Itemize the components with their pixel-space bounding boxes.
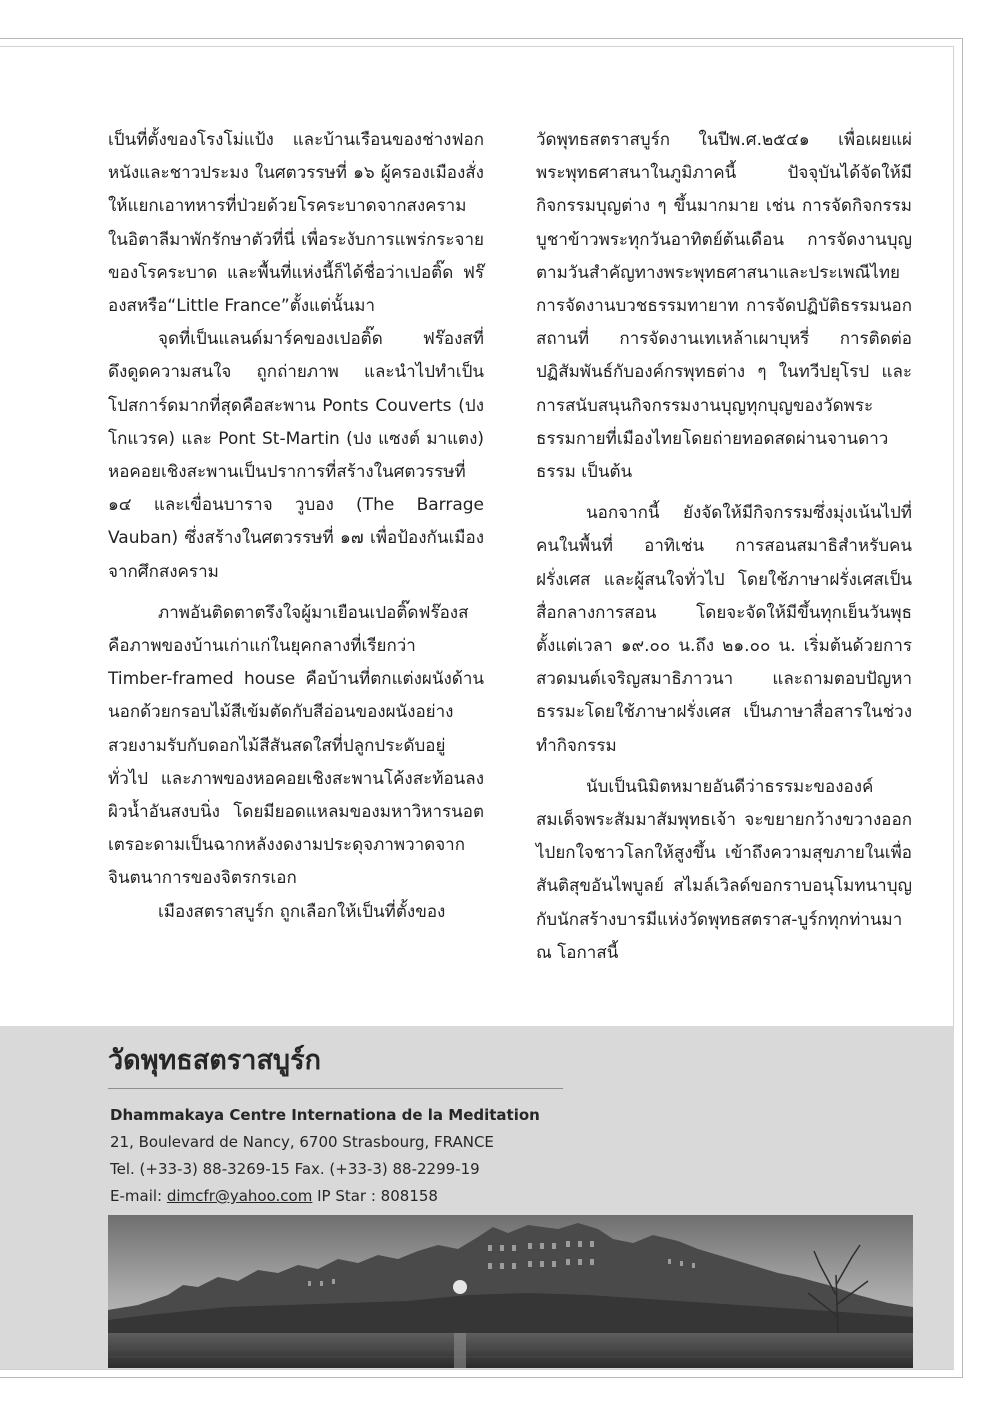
panorama-illustration xyxy=(108,1215,913,1368)
paragraph-right-1: วัดพุทธสตราสบูร์ก ในปีพ.ศ.๒๕๔๑ เพื่อเผยแผ่พระพุทธศาสนาในภูมิภาคนี้ ปัจจุบันได้จัดให้มีกิจกรรมบุญต่าง ๆ ขึ้นมากมาย เช่น การจัดกิจกรรมบูชาข้าวพระทุกวันอาทิตย์ต้นเดือน การจัดงานบุญตามวันสำคัญทางพระพุทธศาสนาและประเพณีไทย การจัดงานบวชธรรมทายาท การจัดปฏิบัติธรรมนอกสถานที่ การจัดงานเทเหล้าเผาบุหรี่ การติดต่อปฏิสัมพันธ์กับองค์กรพุทธต่าง ๆ ในทวีปยุโรป และการสนับสนุนกิจกรรมงานบุญทุกบุญของวัดพระธรรมกายที่เมืองไทยโดยถ่ายทอดสดผ่านจานดาวธรรม เป็นต้น xyxy=(536,130,912,483)
article-column-right xyxy=(536,124,912,970)
paragraph-left-3: ภาพอันติดตาตรึงใจผู้มาเยือนเปอติ๊ดฟร๊องส คือภาพของบ้านเก่าแก่ในยุคกลางที่เรียกว่า Timber-framed house คือบ้านที่ตกแต่งผนังด้านนอกด้วยกรอบไม้สีเข้มตัดกับสีอ่อนของผนังอย่างสวยงามรับกับดอกไม้สีสันสดใสที่ปลูกประดับอยู่ทั่วไป และภาพของหอคอยเชิงสะพานโค้งสะท้อนลงผิวน้ำอันสงบนิ่ง โดยมียอดแหลมของมหาวิหารนอตเตรอะดามเป็นฉากหลังงดงามประดุจภาพวาดจากจินตนาการของจิตรกรเอก xyxy=(108,602,484,889)
phone-fax-line: Tel. (+33-3) 88-3269-15 Fax. (+33-3) 88-2299-19 xyxy=(110,1160,480,1178)
paragraph-left-2: จุดที่เป็นแลนด์มาร์คของเปอติ๊ด ฟร๊องสที่ดึงดูดความสนใจ ถูกถ่ายภาพ และนำไปทำเป็นโปสการ์ดมากที่สุดคือสะพาน Ponts Couverts (ปงโกแวรค) และ Pont St-Martin (ปง แซงต์ มาแตง) หอคอยเชิงสะพานเป็นปราการที่สร้างในศตวรรษที่ ๑๔ และเขื่อนบาราจ วูบอง (The Barrage Vauban) ซึ่งสร้างในศตวรรษที่ ๑๗ เพื่อป้องกันเมืองจากศึกสงคราม xyxy=(108,329,484,582)
strasbourg-panorama-photo xyxy=(108,1215,913,1368)
paragraph-right-2: นอกจากนี้ ยังจัดให้มีกิจกรรมซึ่งมุ่งเน้นไปที่คนในพื้นที่ อาทิเช่น การสอนสมาธิสำหรับคนฝรั่งเศส และผู้สนใจทั่วไป โดยใช้ภาษาฝรั่งเศสเป็นสื่อกลางการสอน โดยจะจัดให้มีขึ้นทุกเย็นวันพุธตั้งแต่เวลา ๑๙.๐๐ น.ถึง ๒๑.๐๐ น. เริ่มต้นด้วยการสวดมนต์เจริญสมาธิภาวนา และถามตอบปัญหาธรรมะโดยใช้ภาษาฝรั่งเศส เป็นภาษาสื่อสารในช่วงทำกิจกรรม xyxy=(536,503,912,756)
contact-block xyxy=(110,1102,580,1210)
footer-divider xyxy=(108,1088,563,1089)
email-line xyxy=(110,1183,580,1210)
article-column-left xyxy=(108,124,484,929)
paragraph-left-1: เป็นที่ตั้งของโรงโม่แป้ง และบ้านเรือนของช่างฟอกหนังและชาวประมง ในศตวรรษที่ ๑๖ ผู้ครองเมืองสั่งให้แยกเอาทหารที่ป่วยด้วยโรคระบาดจากสงครามในอิตาลีมาพักรักษาตัวที่นี่ เพื่อระงับการแพร่กระจายของโรคระบาด และพื้นที่แห่งนี้ก็ได้ชื่อว่าเปอติ๊ด ฟร๊องสหรือ“Little France”ตั้งแต่นั้นมา xyxy=(108,130,484,317)
address-line: 21, Boulevard de Nancy, 6700 Strasbourg, FRANCE xyxy=(110,1133,494,1151)
email-link[interactable]: dimcfr@yahoo.com xyxy=(166,1187,313,1205)
paragraph-left-4: เมืองสตราสบูร์ก ถูกเลือกให้เป็นที่ตั้งของ xyxy=(158,901,446,922)
ip-star: IP Star : 808158 xyxy=(312,1187,438,1205)
paragraph-right-3: นับเป็นนิมิตหมายอันดีว่าธรรมะขององค์สมเด็จพระสัมมาสัมพุทธเจ้า จะขยายกว้างขวางออกไปยกใจชาวโลกให้สูงขึ้น เข้าถึงความสุขภายในเพื่อสันติสุขอันไพบูลย์ สไมล์เวิลด์ขอกราบอนุโมทนาบุญกับนักสร้างบารมีแห่งวัดพุทธสตราส-บูร์กทุกท่านมา ณ โอกาสนี้ xyxy=(536,776,912,963)
footer-title: วัดพุทธสตราสบูร์ก xyxy=(108,1045,321,1076)
email-label: E-mail: xyxy=(110,1187,167,1205)
organization-name: Dhammakaya Centre Internationa de la Meditation xyxy=(110,1106,540,1124)
